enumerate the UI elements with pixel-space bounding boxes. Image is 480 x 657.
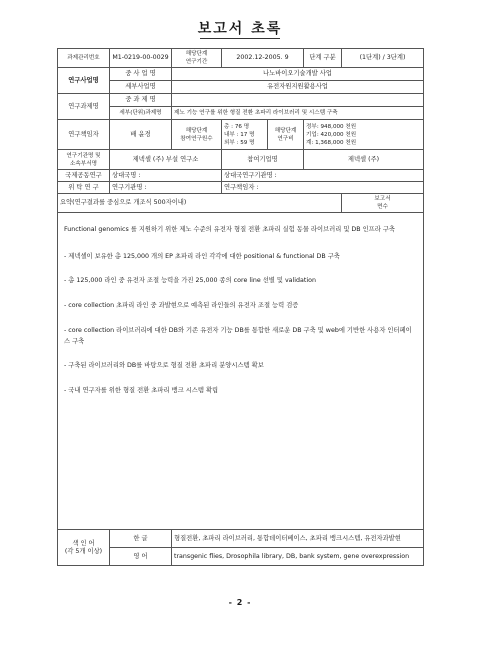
partner-label: 참여기업명 bbox=[222, 150, 304, 170]
researcher-label: 연구책임자 bbox=[58, 120, 110, 150]
summary-body bbox=[58, 213, 424, 530]
period-label: 해당단계 연구기간 bbox=[172, 49, 222, 68]
outsource-head-label: 연구책임자 : bbox=[222, 182, 424, 194]
keywords-ko-label: 한 글 bbox=[110, 530, 172, 548]
summary-label: 요약(연구결과를 중심으로 개조식 500자이내) bbox=[58, 194, 342, 213]
keywords-label: 색 인 어 (각 5개 이상) bbox=[58, 530, 110, 566]
period-value: 2002.12-2005. 9 bbox=[222, 49, 304, 68]
stage-label: 단계 구분 bbox=[304, 49, 342, 68]
cost-label: 해당단계 연구비 bbox=[268, 120, 304, 150]
sub-topic-label: 세부(단위)과제명 bbox=[110, 107, 172, 120]
keywords-en-label: 영 어 bbox=[110, 548, 172, 566]
summary-paragraph: - 구축된 라이브러리와 DB를 바탕으로 형질 전환 초파리 분양시스템 확보 bbox=[64, 362, 264, 370]
project-info-row bbox=[58, 49, 424, 68]
keywords-en-value: transgenic flies, Drosophila library, DB, bank system, gene overexpression bbox=[172, 548, 424, 566]
sub-project-label: 세부사업명 bbox=[110, 81, 172, 94]
summary-paragraph: Functional genomics 를 지원하기 위한 제노 수준의 유전자 형질 전환 초파리 실험 동물 라이브러리 및 DB 인프라 구축 bbox=[64, 226, 395, 233]
staff-count: 총 : 76 명 내부 : 17 명 외부 : 59 명 bbox=[222, 120, 268, 150]
report-pages-label: 보고서 면수 bbox=[342, 194, 424, 213]
outsource-inst-label: 연구기관명 : bbox=[110, 182, 222, 194]
sub-topic-value: 제노 기능 연구를 위한 형질 전환 초파리 라이브러리 및 시스템 구축 bbox=[172, 107, 424, 120]
cost-value: 정부: 948,000 천원 기업: 420,000 천원 계: 1,368,000 천원 bbox=[304, 120, 424, 150]
outsource-label: 위 탁 연 구 bbox=[58, 182, 110, 194]
main-topic-label: 중 과 제 명 bbox=[110, 94, 172, 107]
summary-paragraph: - 총 125,000 라인 중 유전자 조절 능력을 가진 25,000 종의 core line 선별 및 validation bbox=[64, 277, 316, 285]
intl-label: 국제공동연구 bbox=[58, 170, 110, 182]
main-topic-value bbox=[172, 94, 424, 107]
staff-label: 해당단계 참여연구원수 bbox=[172, 120, 222, 150]
intl-inst-label: 상대국연구기관명 : bbox=[222, 170, 424, 182]
project-name-label: 연구사업명 bbox=[58, 68, 110, 94]
partner-value: 제넥셀 (주) bbox=[304, 150, 424, 170]
main-project-value: 나노바이오기술개발 사업 bbox=[172, 68, 424, 81]
summary-paragraph: - 국내 연구자를 위한 형질 전환 초파리 뱅크 시스템 확립 bbox=[64, 386, 219, 394]
sub-project-value: 유전자원지원활용사업 bbox=[172, 81, 424, 94]
title-underline bbox=[200, 38, 280, 39]
project-no-value: M1-0219-00-0029 bbox=[110, 49, 172, 68]
researcher-name: 배 윤경 bbox=[110, 120, 172, 150]
institution-value: 제넥셀 (주) 부설 연구소 bbox=[110, 150, 222, 170]
report-abstract-table bbox=[57, 48, 424, 566]
intl-country-label: 상대국명 : bbox=[110, 170, 222, 182]
report-title: 보고서 초록 bbox=[197, 21, 283, 37]
stage-value: (1단계) / 3단계) bbox=[342, 49, 424, 68]
project-no-label: 과제관리번호 bbox=[58, 49, 110, 68]
topic-label: 연구과제명 bbox=[58, 94, 110, 120]
main-project-label: 중 사 업 명 bbox=[110, 68, 172, 81]
institution-label: 연구기관명 및 소속부서명 bbox=[58, 150, 110, 170]
keywords-ko-value: 형질전환, 초파리 라이브러리, 통합데이터베이스, 초파리 뱅크시스템, 유전자과발현 bbox=[172, 530, 424, 548]
summary-paragraph: - 제넥셀이 보유한 총 125,000 개의 EP 초파리 라인 각각에 대한 positional & functional DB 구축 bbox=[64, 252, 340, 260]
summary-paragraph: - core collection 초파리 라인 중 과발현으로 예측된 라인들의 유전자 조절 능력 검증 bbox=[64, 302, 299, 310]
summary-paragraph: - core collection 라이브러리에 대한 DB와 기존 유전자 기능 DB를 통합한 새로운 DB 구축 및 web에 기반한 사용자 인터페이스 구축 bbox=[64, 326, 412, 345]
page-number: - 2 - bbox=[228, 598, 252, 607]
